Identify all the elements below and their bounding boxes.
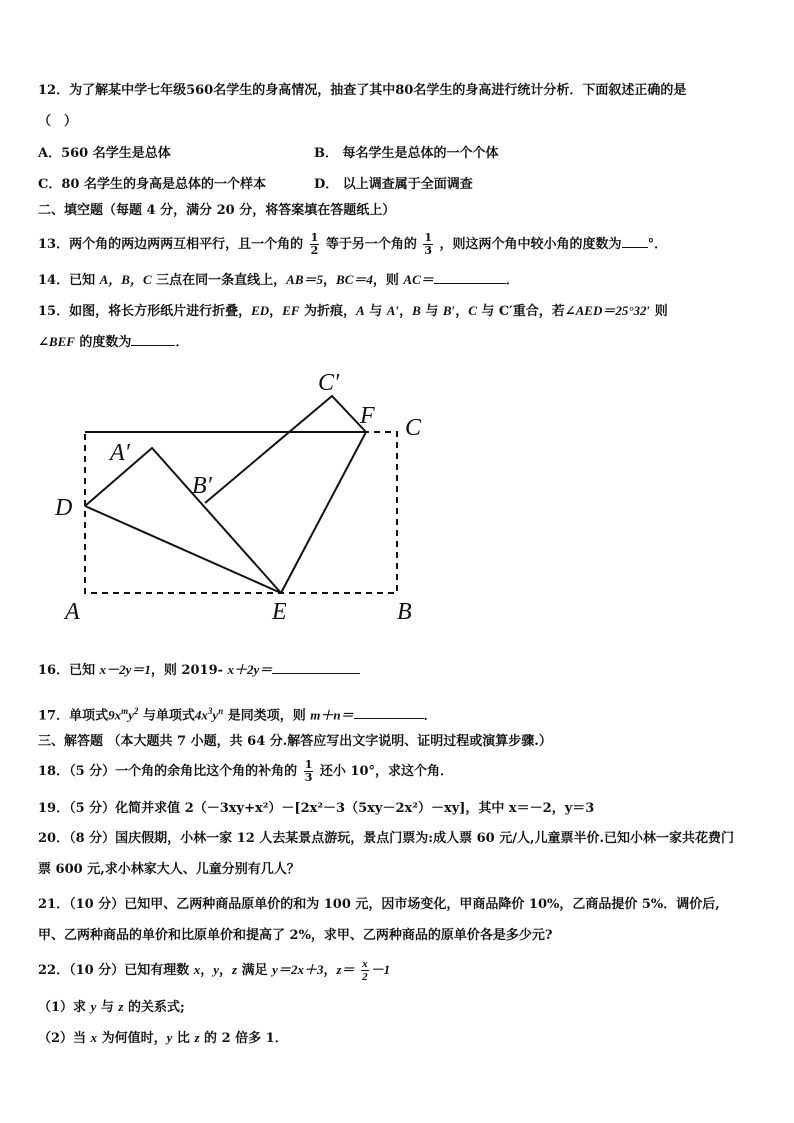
q15-b: B [412,303,421,318]
q15-angle-bef: ∠BEF [38,334,75,349]
q16-given: x－2y＝1 [99,662,151,677]
q12-option-b: B． 每名学生是总体的一个个体 [314,146,499,161]
q16-expr: x＋2y＝ [227,662,273,677]
q22-fraction [361,958,369,983]
q18 [38,757,453,787]
q15-angle-aed: ∠AED＝25°32′ [564,303,651,318]
q20-line-2: 票 600 元,求小林家大人、儿童分别有几人？ [38,862,300,877]
q17-text-a: 17．单项式 [38,708,109,724]
q22-p1-y: y [90,999,97,1014]
q14-expr-ab: AB＝5 [286,272,324,287]
q14-sep: ， [323,273,337,288]
q22-p2-b: 为何值时， [97,1031,167,1046]
q15-a: A [356,303,365,318]
q15-line-1 [38,302,668,321]
q13-fraction-2 [423,232,433,257]
q17-mono1-y: y [128,707,134,723]
q14-text-b: 三点在同一条直线上， [151,273,287,288]
label-aprime: A′ [110,440,130,466]
q18-text-b: 还小 10°，求这个角． [319,764,454,779]
q17-exp-m: m [121,706,129,716]
q22-part-2 [38,1029,288,1048]
q15-ed: ED [251,303,270,318]
fold-flap-cprime [205,396,366,593]
fold-flap-aprime [85,448,281,593]
q13-text-d: °． [647,237,668,252]
label-d: D [55,495,73,521]
q22-eq-y: y＝2x＋3 [272,962,324,977]
rectangle-dashed-outline [85,432,397,593]
q15-folding-figure [0,360,794,635]
q13-text-c: ，则这两个角中较小角的度数为 [439,237,622,252]
q14-expr-bc: BC＝4 [336,272,373,287]
q13-text-a: 13．两个角的两边两两互相平行，且一个角的 [38,237,304,252]
q22-p2-z: z [194,1030,200,1045]
q13 [38,230,667,260]
q15-end: ． [175,335,189,350]
q16-text-a: 16．已知 [38,663,100,678]
q13-blank [622,235,648,248]
label-cprime: C′ [318,370,340,396]
q15-then: 则 [650,304,668,319]
crease-ed [85,506,281,593]
q15-text-line2: 的度数为 [74,335,132,350]
q14-blank [434,271,506,284]
label-e: E [272,599,287,625]
q22-sep-1: ， [200,963,214,978]
q22-p2-y: y [166,1030,173,1045]
q13-f1-den: 2 [310,244,319,257]
section-2-heading: 二、填空题（每题 4 分，满分 20 分，将答案填在答题纸上） [38,203,396,218]
q22-text-a: 22．（10 分）已知有理数 [38,963,194,978]
q17-exp-n: n [218,706,224,716]
q13-f2-num: 1 [424,231,433,244]
q16-blank [272,661,360,674]
q14-end: ． [505,273,519,288]
q15-text-a: 15．如图，将长方形纸片进行折叠， [38,304,252,319]
q15-with-2: 与 [420,304,443,319]
q16-text-b: ，则 2019- [150,663,228,678]
q18-fraction [304,759,314,784]
q18-f-den: 3 [304,771,313,784]
q12-paren: （ ） [38,114,78,129]
q13-fraction-1 [310,232,320,257]
q12-option-d: D． 以上调查属于全面调查 [314,177,473,192]
label-a: A [65,599,80,625]
q17-mono1-x: 9x [108,707,122,723]
q22-text-b: 满足 [237,963,273,978]
q21-line-2: 甲、乙两种商品的单价和比原单价和提高了 2%，求甲、乙两种商品的原单价各是多少元? [38,928,553,943]
label-b: B [397,599,412,625]
q22-p2-x: x [90,1030,98,1045]
q14-expr-ac: AC＝ [403,272,434,287]
q22-y: y [213,962,220,977]
q14 [38,271,519,290]
q22-p1-a: （1）求 [38,1000,91,1015]
q21-line-1: 21．（10 分）已知甲、乙两种商品原单价的和为 100 元，因市场变化，甲商品降价 10%，乙商品提价 5%．调价后, [38,897,720,912]
q17-mono2-y: y [212,707,219,723]
q18-f-num: 1 [304,758,313,771]
q22-sep-3: ， [323,963,337,978]
q13-text-b: 等于另一个角的 [325,237,417,252]
q14-text-a: 14．已知 [38,273,100,288]
label-f: F [360,403,375,429]
label-bprime: B′ [192,473,212,499]
q22-p2-c: 比 [172,1031,195,1046]
q22-p1-b: 与 [96,1000,119,1015]
q17-blank [354,706,424,719]
q17-text-b: 与单项式 [138,708,195,724]
q22-sep-2: ， [219,963,233,978]
section-3-heading: 三、解答题 （本大题共 7 小题，共 64 分.解答应写出文字说明、证明过程或演算步骤.） [38,734,552,749]
q12-option-c: C．80 名学生的身高是总体的一个样本 [38,177,266,192]
q13-f1-num: 1 [310,231,319,244]
q17-end: ． [423,708,437,724]
q17 [38,702,437,725]
q13-f2-den: 3 [424,244,433,257]
q22-p1-c: 的关系式; [123,1000,185,1015]
q22-z: z [232,962,238,977]
q17-exp-3: 3 [207,706,213,716]
q18-text-a: 18．（5 分）一个角的余角比这个角的补角的 [38,764,298,779]
q22-p2-a: （2）当 [38,1031,91,1046]
q22-x: x [193,962,201,977]
q15-bprime: B′ [442,303,456,318]
q15-sep-2: ， [399,304,413,319]
q22-f-den: 2 [362,971,368,983]
q15-with-1: 与 [364,304,387,319]
q15-sep-3: ， [455,304,469,319]
q12-stem: 12．为了解某中学七年级560名学生的身高情况，抽查了其中80名学生的身高进行统计分析．下面叙述正确的是 [38,83,687,98]
q15-sep: ， [269,304,283,319]
q22-eq-z-tail: －1 [370,962,391,977]
q14-points: A，B，C [99,272,152,287]
q19: 19．（5 分）化简并求值 2（－3xy+x²）－[2x²－3（5xy－2x²）－xy]，其中 x＝－2，y＝3 [38,801,595,816]
q17-text-c: 是同类项，则 [223,708,311,724]
q17-exp-2: 2 [133,706,139,716]
q15-line-2 [38,333,188,352]
q17-mono2-x: 4x [194,707,208,723]
q15-text-g: 与 C′重合，若 [476,304,565,319]
q22-p1-z: z [118,999,124,1014]
q16 [38,661,360,680]
q12-option-a: A．560 名学生是总体 [38,146,171,161]
q15-ef: EF [282,303,300,318]
q22-stem [38,955,390,986]
q22-p2-d: 的 2 倍多 1． [199,1031,288,1046]
q15-c: C [468,303,477,318]
q22-eq-z: z＝ [336,962,355,977]
q20-line-1: 20．（8 分）国庆假期，小林一家 12 人去某景点游玩，景点门票为:成人票 60 元/人,儿童票半价.已知小林一家共花费门 [38,831,735,846]
q22-f-num: x [362,958,368,970]
q14-text-d: ，则 [372,273,404,288]
q22-part-1 [38,998,185,1017]
q17-expr: m＋n＝ [310,707,354,723]
q15-aprime: A′ [386,303,400,318]
label-c: C [405,415,422,441]
q15-text-b: 为折痕， [299,304,357,319]
q15-blank [131,333,175,346]
